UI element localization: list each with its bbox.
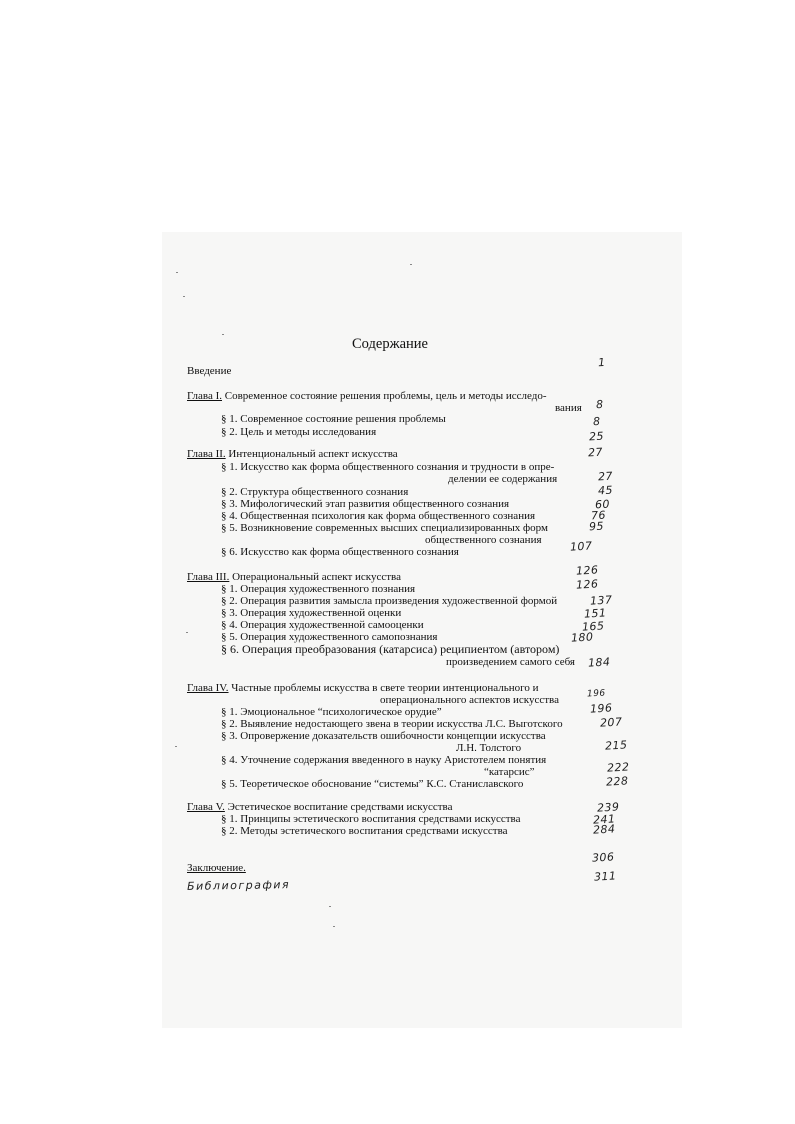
- ch2-section-4-page: 76: [590, 508, 607, 523]
- ch4-section-4-cont: “катарсис”: [484, 766, 535, 778]
- chapter-4-title: Частные проблемы искусства в свете теории интенционального и: [231, 682, 539, 694]
- scan-speck: [183, 296, 185, 297]
- chapter-3-prefix: Глава III.: [187, 571, 230, 583]
- scan-speck: [222, 334, 224, 335]
- ch2-section-5-page: 95: [588, 519, 605, 534]
- chapter-3-title: Операциональный аспект искусства: [232, 571, 401, 583]
- ch1-section-1: § 1. Современное состояние решения проблемы: [221, 413, 446, 425]
- chapter-4-prefix: Глава IV.: [187, 682, 229, 694]
- ch2-section-3: § 3. Мифологический этап развития общественного сознания: [221, 498, 510, 510]
- ch4-section-1-page: 196: [589, 701, 613, 716]
- chapter-4-page: 196: [586, 688, 606, 700]
- ch3-section-3-page: 151: [583, 606, 607, 621]
- bibliography-label: Библиография: [186, 878, 291, 893]
- ch2-section-2: § 2. Структура общественного сознания: [221, 486, 409, 498]
- ch3-section-1: § 1. Операция художественного познания: [221, 583, 416, 595]
- chapter-2-heading: [187, 448, 398, 461]
- chapter-2-title: Интенциональный аспект искусства: [228, 448, 398, 460]
- ch2-section-6: § 6. Искусство как форма общественного сознания: [221, 546, 459, 558]
- ch5-section-2: § 2. Методы эстетического воспитания средствами искусства: [221, 825, 508, 837]
- ch1-section-1-page: 8: [592, 414, 601, 429]
- ch2-section-5: § 5. Возникновение современных высших специализированных форм: [221, 522, 548, 534]
- ch3-section-5-page: 180: [570, 630, 594, 645]
- ch2-section-4: § 4. Общественная психология как форма общественного сознания: [221, 510, 536, 522]
- scan-speck: [333, 926, 335, 927]
- ch5-section-1: § 1. Принципы эстетического воспитания средствами искусства: [221, 813, 521, 825]
- ch4-section-1: § 1. Эмоциональное “психологическое орудие”: [221, 706, 442, 718]
- scan-speck: [329, 906, 331, 907]
- ch3-section-4-page: 165: [581, 619, 605, 634]
- ch2-section-3-page: 60: [594, 497, 611, 512]
- ch4-section-3: § 3. Опровержение доказательств ошибочности концепции искусства: [221, 730, 546, 742]
- chapter-1-heading: [187, 390, 546, 403]
- ch4-section-4: § 4. Уточнение содержания введенного в науку Аристотелем понятия: [221, 754, 547, 766]
- intro-page: 1: [597, 355, 606, 370]
- ch3-section-1-page: 126: [575, 577, 599, 592]
- page-title: Содержание: [352, 336, 428, 352]
- ch3-section-6-page: 184: [587, 655, 611, 670]
- ch2-section-1: § 1. Искусство как форма общественного сознания и трудности в опре-: [221, 461, 555, 473]
- chapter-1-title: Современное состояние решения проблемы, цель и методы исследо-: [224, 390, 547, 402]
- ch4-section-4-page: 222: [606, 760, 630, 775]
- ch2-section-6-page: 107: [569, 539, 593, 554]
- chapter-1-title-cont: вания: [555, 402, 582, 414]
- ch1-section-2: § 2. Цель и методы исследования: [221, 426, 377, 438]
- ch2-section-2-page: 45: [597, 483, 614, 498]
- scan-speck: [176, 272, 178, 273]
- ch4-section-3-cont: Л.Н. Толстого: [456, 742, 522, 754]
- ch4-section-3-page: 215: [604, 738, 628, 753]
- ch3-section-2: § 2. Операция развития замысла произведения художественной формой: [221, 595, 558, 607]
- ch4-section-5-page: 228: [605, 774, 629, 789]
- bibliography-page: 311: [593, 869, 617, 884]
- ch5-section-2-page: 284: [592, 822, 616, 837]
- ch3-section-5: § 5. Операция художественного самопознания: [221, 631, 438, 643]
- ch3-section-6: § 6. Операция преобразования (катарсиса) реципиентом (автором): [221, 642, 560, 656]
- scan-speck: [186, 632, 188, 633]
- ch3-section-3: § 3. Операция художественной оценки: [221, 607, 402, 619]
- ch3-section-6-cont: произведением самого себя: [446, 656, 575, 668]
- ch4-section-5: § 5. Теоретическое обоснование “системы” К.С. Станиславского: [221, 778, 524, 790]
- ch2-section-1-page: 27: [597, 469, 614, 484]
- ch3-section-4: § 4. Операция художественной самооценки: [221, 619, 424, 631]
- ch4-section-2-page: 207: [599, 715, 623, 730]
- chapter-5-page: 239: [596, 800, 620, 815]
- conclusion-page: 306: [591, 850, 615, 865]
- scan-speck: [410, 264, 412, 265]
- ch2-section-5-cont: общественного сознания: [425, 534, 542, 546]
- chapter-3-page: 126: [575, 563, 599, 578]
- ch3-section-2-page: 137: [589, 593, 613, 608]
- chapter-1-prefix: Глава I.: [187, 390, 222, 402]
- ch2-section-1-cont: делении ее содержания: [448, 473, 558, 485]
- scan-speck: [175, 746, 177, 747]
- chapter-4-title-cont: операционального аспектов искусства: [380, 694, 559, 706]
- chapter-2-prefix: Глава II.: [187, 448, 226, 460]
- chapter-5-prefix: Глава V.: [187, 801, 225, 813]
- ch5-section-1-page: 241: [592, 812, 616, 827]
- ch4-section-2: § 2. Выявление недостающего звена в теории искусства Л.С. Выготского: [221, 718, 563, 730]
- chapter-1-page: 8: [595, 397, 604, 412]
- chapter-2-page: 27: [587, 445, 604, 460]
- conclusion-label: Заключение.: [187, 862, 246, 874]
- intro-label: Введение: [187, 365, 232, 377]
- chapter-5-title: Эстетическое воспитание средствами искусства: [227, 801, 453, 813]
- ch1-section-2-page: 25: [588, 429, 605, 444]
